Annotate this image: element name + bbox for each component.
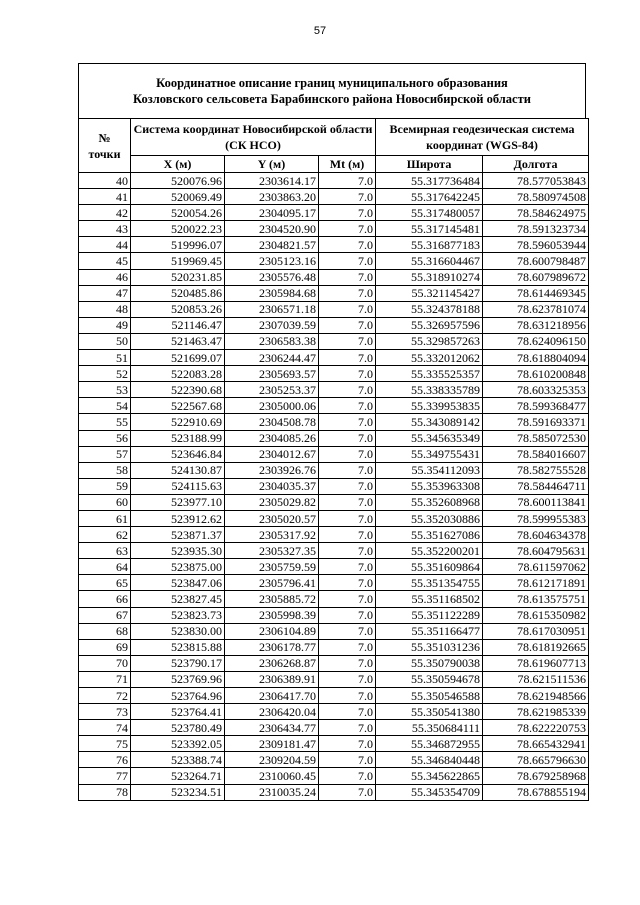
x-cell: 523780.49 xyxy=(131,720,225,736)
table-row xyxy=(79,494,589,510)
table-row xyxy=(79,414,589,430)
y-cell: 2304085.26 xyxy=(225,430,319,446)
table-row xyxy=(79,527,589,543)
point-number-cell: 56 xyxy=(79,430,131,446)
mt-cell: 7.0 xyxy=(319,478,376,494)
y-cell: 2306389.91 xyxy=(225,671,319,687)
latitude-cell: 55.338335789 xyxy=(376,382,483,398)
latitude-cell: 55.346840448 xyxy=(376,752,483,768)
point-number-cell: 67 xyxy=(79,607,131,623)
longitude-cell: 78.613575751 xyxy=(483,591,589,607)
page-number: 57 xyxy=(313,25,327,37)
longitude-cell: 78.584464711 xyxy=(483,478,589,494)
latitude-cell: 55.316604467 xyxy=(376,253,483,269)
table-row xyxy=(79,333,589,349)
mt-cell: 7.0 xyxy=(319,269,376,285)
point-number-cell: 64 xyxy=(79,559,131,575)
table-row xyxy=(79,478,589,494)
latitude-cell: 55.329857263 xyxy=(376,333,483,349)
latitude-cell: 55.351627086 xyxy=(376,527,483,543)
table-row xyxy=(79,237,589,253)
x-cell: 523764.96 xyxy=(131,688,225,704)
y-cell: 2305029.82 xyxy=(225,494,319,510)
table-body xyxy=(79,173,589,801)
latitude-cell: 55.345622865 xyxy=(376,768,483,784)
point-number-cell: 51 xyxy=(79,350,131,366)
point-number-cell: 74 xyxy=(79,720,131,736)
x-cell: 519969.45 xyxy=(131,253,225,269)
y-cell: 2306178.77 xyxy=(225,639,319,655)
mt-cell: 7.0 xyxy=(319,285,376,301)
mt-cell: 7.0 xyxy=(319,446,376,462)
longitude-cell: 78.621948566 xyxy=(483,688,589,704)
latitude-cell: 55.350546588 xyxy=(376,688,483,704)
latitude-cell: 55.351354755 xyxy=(376,575,483,591)
mt-cell: 7.0 xyxy=(319,639,376,655)
longitude-cell: 78.610200848 xyxy=(483,366,589,382)
table-row xyxy=(79,671,589,687)
y-cell: 2303926.76 xyxy=(225,462,319,478)
coordinates-document xyxy=(78,63,586,801)
point-number-cell: 69 xyxy=(79,639,131,655)
x-cell: 523646.84 xyxy=(131,446,225,462)
longitude-cell: 78.607989672 xyxy=(483,269,589,285)
x-cell: 520853.26 xyxy=(131,301,225,317)
latitude-cell: 55.324378188 xyxy=(376,301,483,317)
table-row xyxy=(79,784,589,800)
mt-cell: 7.0 xyxy=(319,768,376,784)
x-cell: 521699.07 xyxy=(131,350,225,366)
x-cell: 523847.06 xyxy=(131,575,225,591)
longitude-cell: 78.596053944 xyxy=(483,237,589,253)
y-cell: 2306583.38 xyxy=(225,333,319,349)
longitude-cell: 78.600798487 xyxy=(483,253,589,269)
mt-cell: 7.0 xyxy=(319,688,376,704)
table-row xyxy=(79,173,589,189)
latitude-cell: 55.349755431 xyxy=(376,446,483,462)
table-row xyxy=(79,752,589,768)
mt-cell: 7.0 xyxy=(319,784,376,800)
mt-cell: 7.0 xyxy=(319,462,376,478)
table-row xyxy=(79,366,589,382)
longitude-cell: 78.599368477 xyxy=(483,398,589,414)
longitude-cell: 78.665432941 xyxy=(483,736,589,752)
point-number-cell: 45 xyxy=(79,253,131,269)
table-row xyxy=(79,221,589,237)
table-row xyxy=(79,623,589,639)
mt-cell: 7.0 xyxy=(319,559,376,575)
y-cell: 2305317.92 xyxy=(225,527,319,543)
longitude-cell: 78.582755528 xyxy=(483,462,589,478)
latitude-cell: 55.350790038 xyxy=(376,655,483,671)
longitude-cell: 78.612171891 xyxy=(483,575,589,591)
longitude-cell: 78.591323734 xyxy=(483,221,589,237)
longitude-cell: 78.604634378 xyxy=(483,527,589,543)
point-number-cell: 60 xyxy=(79,494,131,510)
point-number-cell: 73 xyxy=(79,704,131,720)
x-cell: 523827.45 xyxy=(131,591,225,607)
x-cell: 520485.86 xyxy=(131,285,225,301)
point-number-cell: 66 xyxy=(79,591,131,607)
x-cell: 523977.10 xyxy=(131,494,225,510)
y-cell: 2305885.72 xyxy=(225,591,319,607)
mt-cell: 7.0 xyxy=(319,398,376,414)
x-cell: 520076.96 xyxy=(131,173,225,189)
table-row xyxy=(79,398,589,414)
x-cell: 520022.23 xyxy=(131,221,225,237)
mt-cell: 7.0 xyxy=(319,575,376,591)
y-cell: 2307039.59 xyxy=(225,317,319,333)
table-row xyxy=(79,704,589,720)
x-cell: 523188.99 xyxy=(131,430,225,446)
longitude-cell: 78.631218956 xyxy=(483,317,589,333)
mt-cell: 7.0 xyxy=(319,173,376,189)
point-number-cell: 43 xyxy=(79,221,131,237)
mt-cell: 7.0 xyxy=(319,752,376,768)
longitude-cell: 78.600113841 xyxy=(483,494,589,510)
y-cell: 2303614.17 xyxy=(225,173,319,189)
point-number-cell: 49 xyxy=(79,317,131,333)
x-cell: 523871.37 xyxy=(131,527,225,543)
point-number-cell: 65 xyxy=(79,575,131,591)
point-number-cell: 63 xyxy=(79,543,131,559)
longitude-cell: 78.577053843 xyxy=(483,173,589,189)
y-cell: 2305998.39 xyxy=(225,607,319,623)
mt-cell: 7.0 xyxy=(319,221,376,237)
latitude-cell: 55.317480057 xyxy=(376,205,483,221)
longitude-cell: 78.599955383 xyxy=(483,510,589,526)
header-longitude: Долгота xyxy=(483,156,589,173)
x-cell: 520054.26 xyxy=(131,205,225,221)
x-cell: 524115.63 xyxy=(131,478,225,494)
longitude-cell: 78.665796630 xyxy=(483,752,589,768)
latitude-cell: 55.316877183 xyxy=(376,237,483,253)
longitude-cell: 78.622220753 xyxy=(483,720,589,736)
point-number-cell: 41 xyxy=(79,189,131,205)
y-cell: 2304520.90 xyxy=(225,221,319,237)
x-cell: 523815.88 xyxy=(131,639,225,655)
longitude-cell: 78.603325353 xyxy=(483,382,589,398)
latitude-cell: 55.317145481 xyxy=(376,221,483,237)
point-number-cell: 58 xyxy=(79,462,131,478)
y-cell: 2305693.57 xyxy=(225,366,319,382)
x-cell: 520069.49 xyxy=(131,189,225,205)
mt-cell: 7.0 xyxy=(319,623,376,639)
x-cell: 523388.74 xyxy=(131,752,225,768)
x-cell: 521146.47 xyxy=(131,317,225,333)
latitude-cell: 55.345354709 xyxy=(376,784,483,800)
y-cell: 2303863.20 xyxy=(225,189,319,205)
x-cell: 522083.28 xyxy=(131,366,225,382)
mt-cell: 7.0 xyxy=(319,414,376,430)
table-row xyxy=(79,430,589,446)
mt-cell: 7.0 xyxy=(319,205,376,221)
longitude-cell: 78.621511536 xyxy=(483,671,589,687)
longitude-cell: 78.618804094 xyxy=(483,350,589,366)
table-row xyxy=(79,736,589,752)
table-row xyxy=(79,462,589,478)
latitude-cell: 55.354112093 xyxy=(376,462,483,478)
x-cell: 523769.96 xyxy=(131,671,225,687)
y-cell: 2305253.37 xyxy=(225,382,319,398)
y-cell: 2304508.78 xyxy=(225,414,319,430)
x-cell: 523830.00 xyxy=(131,623,225,639)
mt-cell: 7.0 xyxy=(319,510,376,526)
point-number-cell: 55 xyxy=(79,414,131,430)
y-cell: 2304821.57 xyxy=(225,237,319,253)
longitude-cell: 78.678855194 xyxy=(483,784,589,800)
mt-cell: 7.0 xyxy=(319,736,376,752)
y-cell: 2309181.47 xyxy=(225,736,319,752)
latitude-cell: 55.351168502 xyxy=(376,591,483,607)
y-cell: 2304095.17 xyxy=(225,205,319,221)
latitude-cell: 55.351609864 xyxy=(376,559,483,575)
x-cell: 523823.73 xyxy=(131,607,225,623)
table-row xyxy=(79,768,589,784)
document-title xyxy=(78,63,586,118)
table-row xyxy=(79,446,589,462)
latitude-cell: 55.335525357 xyxy=(376,366,483,382)
point-number-cell: 61 xyxy=(79,510,131,526)
x-cell: 523764.41 xyxy=(131,704,225,720)
mt-cell: 7.0 xyxy=(319,527,376,543)
longitude-cell: 78.584624975 xyxy=(483,205,589,221)
latitude-cell: 55.318910274 xyxy=(376,269,483,285)
table-row xyxy=(79,591,589,607)
longitude-cell: 78.617030951 xyxy=(483,623,589,639)
x-cell: 520231.85 xyxy=(131,269,225,285)
y-cell: 2305123.16 xyxy=(225,253,319,269)
longitude-cell: 78.584016607 xyxy=(483,446,589,462)
x-cell: 522567.68 xyxy=(131,398,225,414)
latitude-cell: 55.346872955 xyxy=(376,736,483,752)
table-row xyxy=(79,688,589,704)
latitude-cell: 55.352200201 xyxy=(376,543,483,559)
table-row xyxy=(79,269,589,285)
point-number-cell: 50 xyxy=(79,333,131,349)
mt-cell: 7.0 xyxy=(319,382,376,398)
mt-cell: 7.0 xyxy=(319,720,376,736)
latitude-cell: 55.332012062 xyxy=(376,350,483,366)
mt-cell: 7.0 xyxy=(319,494,376,510)
point-number-cell: 72 xyxy=(79,688,131,704)
header-y: Y (м) xyxy=(225,156,319,173)
longitude-cell: 78.621985339 xyxy=(483,704,589,720)
longitude-cell: 78.585072530 xyxy=(483,430,589,446)
table-row xyxy=(79,205,589,221)
point-number-cell: 76 xyxy=(79,752,131,768)
y-cell: 2310060.45 xyxy=(225,768,319,784)
y-cell: 2306420.04 xyxy=(225,704,319,720)
longitude-cell: 78.611597062 xyxy=(483,559,589,575)
mt-cell: 7.0 xyxy=(319,317,376,333)
table-row xyxy=(79,253,589,269)
point-number-cell: 42 xyxy=(79,205,131,221)
mt-cell: 7.0 xyxy=(319,189,376,205)
y-cell: 2306104.89 xyxy=(225,623,319,639)
latitude-cell: 55.345635349 xyxy=(376,430,483,446)
title-line-2: Козловского сельсовета Барабинского района Новосибирской области xyxy=(133,92,531,106)
table-row xyxy=(79,720,589,736)
header-latitude: Широта xyxy=(376,156,483,173)
y-cell: 2306268.87 xyxy=(225,655,319,671)
y-cell: 2309204.59 xyxy=(225,752,319,768)
point-number-cell: 40 xyxy=(79,173,131,189)
mt-cell: 7.0 xyxy=(319,591,376,607)
x-cell: 519996.07 xyxy=(131,237,225,253)
latitude-cell: 55.343089142 xyxy=(376,414,483,430)
point-number-cell: 78 xyxy=(79,784,131,800)
longitude-cell: 78.580974508 xyxy=(483,189,589,205)
header-point-number: № точки xyxy=(79,119,131,173)
latitude-cell: 55.351166477 xyxy=(376,623,483,639)
x-cell: 523234.51 xyxy=(131,784,225,800)
x-cell: 524130.87 xyxy=(131,462,225,478)
x-cell: 523790.17 xyxy=(131,655,225,671)
x-cell: 522390.68 xyxy=(131,382,225,398)
longitude-cell: 78.679258968 xyxy=(483,768,589,784)
latitude-cell: 55.317736484 xyxy=(376,173,483,189)
table-row xyxy=(79,510,589,526)
x-cell: 523912.62 xyxy=(131,510,225,526)
latitude-cell: 55.350684111 xyxy=(376,720,483,736)
table-row xyxy=(79,189,589,205)
y-cell: 2306417.70 xyxy=(225,688,319,704)
table-row xyxy=(79,575,589,591)
point-number-cell: 57 xyxy=(79,446,131,462)
y-cell: 2306244.47 xyxy=(225,350,319,366)
longitude-cell: 78.623781074 xyxy=(483,301,589,317)
table-row xyxy=(79,317,589,333)
y-cell: 2304012.67 xyxy=(225,446,319,462)
y-cell: 2305020.57 xyxy=(225,510,319,526)
mt-cell: 7.0 xyxy=(319,607,376,623)
latitude-cell: 55.350594678 xyxy=(376,671,483,687)
y-cell: 2306434.77 xyxy=(225,720,319,736)
y-cell: 2305576.48 xyxy=(225,269,319,285)
longitude-cell: 78.614469345 xyxy=(483,285,589,301)
latitude-cell: 55.339953835 xyxy=(376,398,483,414)
longitude-cell: 78.618192665 xyxy=(483,639,589,655)
table-row xyxy=(79,639,589,655)
point-number-cell: 77 xyxy=(79,768,131,784)
latitude-cell: 55.352030886 xyxy=(376,510,483,526)
header-system-wgs84: Всемирная геодезическая система координат (WGS-84) xyxy=(376,119,589,156)
mt-cell: 7.0 xyxy=(319,237,376,253)
point-number-cell: 52 xyxy=(79,366,131,382)
latitude-cell: 55.326957596 xyxy=(376,317,483,333)
mt-cell: 7.0 xyxy=(319,366,376,382)
y-cell: 2305759.59 xyxy=(225,559,319,575)
table-row xyxy=(79,607,589,623)
y-cell: 2305984.68 xyxy=(225,285,319,301)
point-number-cell: 71 xyxy=(79,671,131,687)
y-cell: 2306571.18 xyxy=(225,301,319,317)
point-number-cell: 46 xyxy=(79,269,131,285)
point-number-cell: 59 xyxy=(79,478,131,494)
point-number-cell: 44 xyxy=(79,237,131,253)
mt-cell: 7.0 xyxy=(319,253,376,269)
header-mt: Mt (м) xyxy=(319,156,376,173)
mt-cell: 7.0 xyxy=(319,671,376,687)
x-cell: 523875.00 xyxy=(131,559,225,575)
mt-cell: 7.0 xyxy=(319,704,376,720)
longitude-cell: 78.619607713 xyxy=(483,655,589,671)
y-cell: 2310035.24 xyxy=(225,784,319,800)
x-cell: 523935.30 xyxy=(131,543,225,559)
latitude-cell: 55.351031236 xyxy=(376,639,483,655)
latitude-cell: 55.352608968 xyxy=(376,494,483,510)
mt-cell: 7.0 xyxy=(319,333,376,349)
mt-cell: 7.0 xyxy=(319,430,376,446)
table-row xyxy=(79,350,589,366)
table-row xyxy=(79,559,589,575)
mt-cell: 7.0 xyxy=(319,543,376,559)
point-number-cell: 47 xyxy=(79,285,131,301)
mt-cell: 7.0 xyxy=(319,301,376,317)
latitude-cell: 55.317642245 xyxy=(376,189,483,205)
table-row xyxy=(79,301,589,317)
table-row xyxy=(79,382,589,398)
point-number-cell: 70 xyxy=(79,655,131,671)
longitude-cell: 78.624096150 xyxy=(483,333,589,349)
table-row xyxy=(79,285,589,301)
latitude-cell: 55.351122289 xyxy=(376,607,483,623)
point-number-cell: 53 xyxy=(79,382,131,398)
coordinates-table xyxy=(78,118,589,801)
latitude-cell: 55.321145427 xyxy=(376,285,483,301)
x-cell: 522910.69 xyxy=(131,414,225,430)
longitude-cell: 78.604795631 xyxy=(483,543,589,559)
y-cell: 2305327.35 xyxy=(225,543,319,559)
x-cell: 521463.47 xyxy=(131,333,225,349)
point-number-cell: 54 xyxy=(79,398,131,414)
point-number-cell: 68 xyxy=(79,623,131,639)
point-number-cell: 48 xyxy=(79,301,131,317)
longitude-cell: 78.615350982 xyxy=(483,607,589,623)
y-cell: 2305000.06 xyxy=(225,398,319,414)
latitude-cell: 55.350541380 xyxy=(376,704,483,720)
table-row xyxy=(79,543,589,559)
title-line-1: Координатное описание границ муниципального образования xyxy=(156,76,508,90)
x-cell: 523264.71 xyxy=(131,768,225,784)
header-x: X (м) xyxy=(131,156,225,173)
x-cell: 523392.05 xyxy=(131,736,225,752)
mt-cell: 7.0 xyxy=(319,655,376,671)
latitude-cell: 55.353963308 xyxy=(376,478,483,494)
point-number-cell: 62 xyxy=(79,527,131,543)
longitude-cell: 78.591693371 xyxy=(483,414,589,430)
table-row xyxy=(79,655,589,671)
y-cell: 2304035.37 xyxy=(225,478,319,494)
mt-cell: 7.0 xyxy=(319,350,376,366)
y-cell: 2305796.41 xyxy=(225,575,319,591)
point-number-cell: 75 xyxy=(79,736,131,752)
header-system-nso: Система координат Новосибирской области (СК НСО) xyxy=(131,119,376,156)
